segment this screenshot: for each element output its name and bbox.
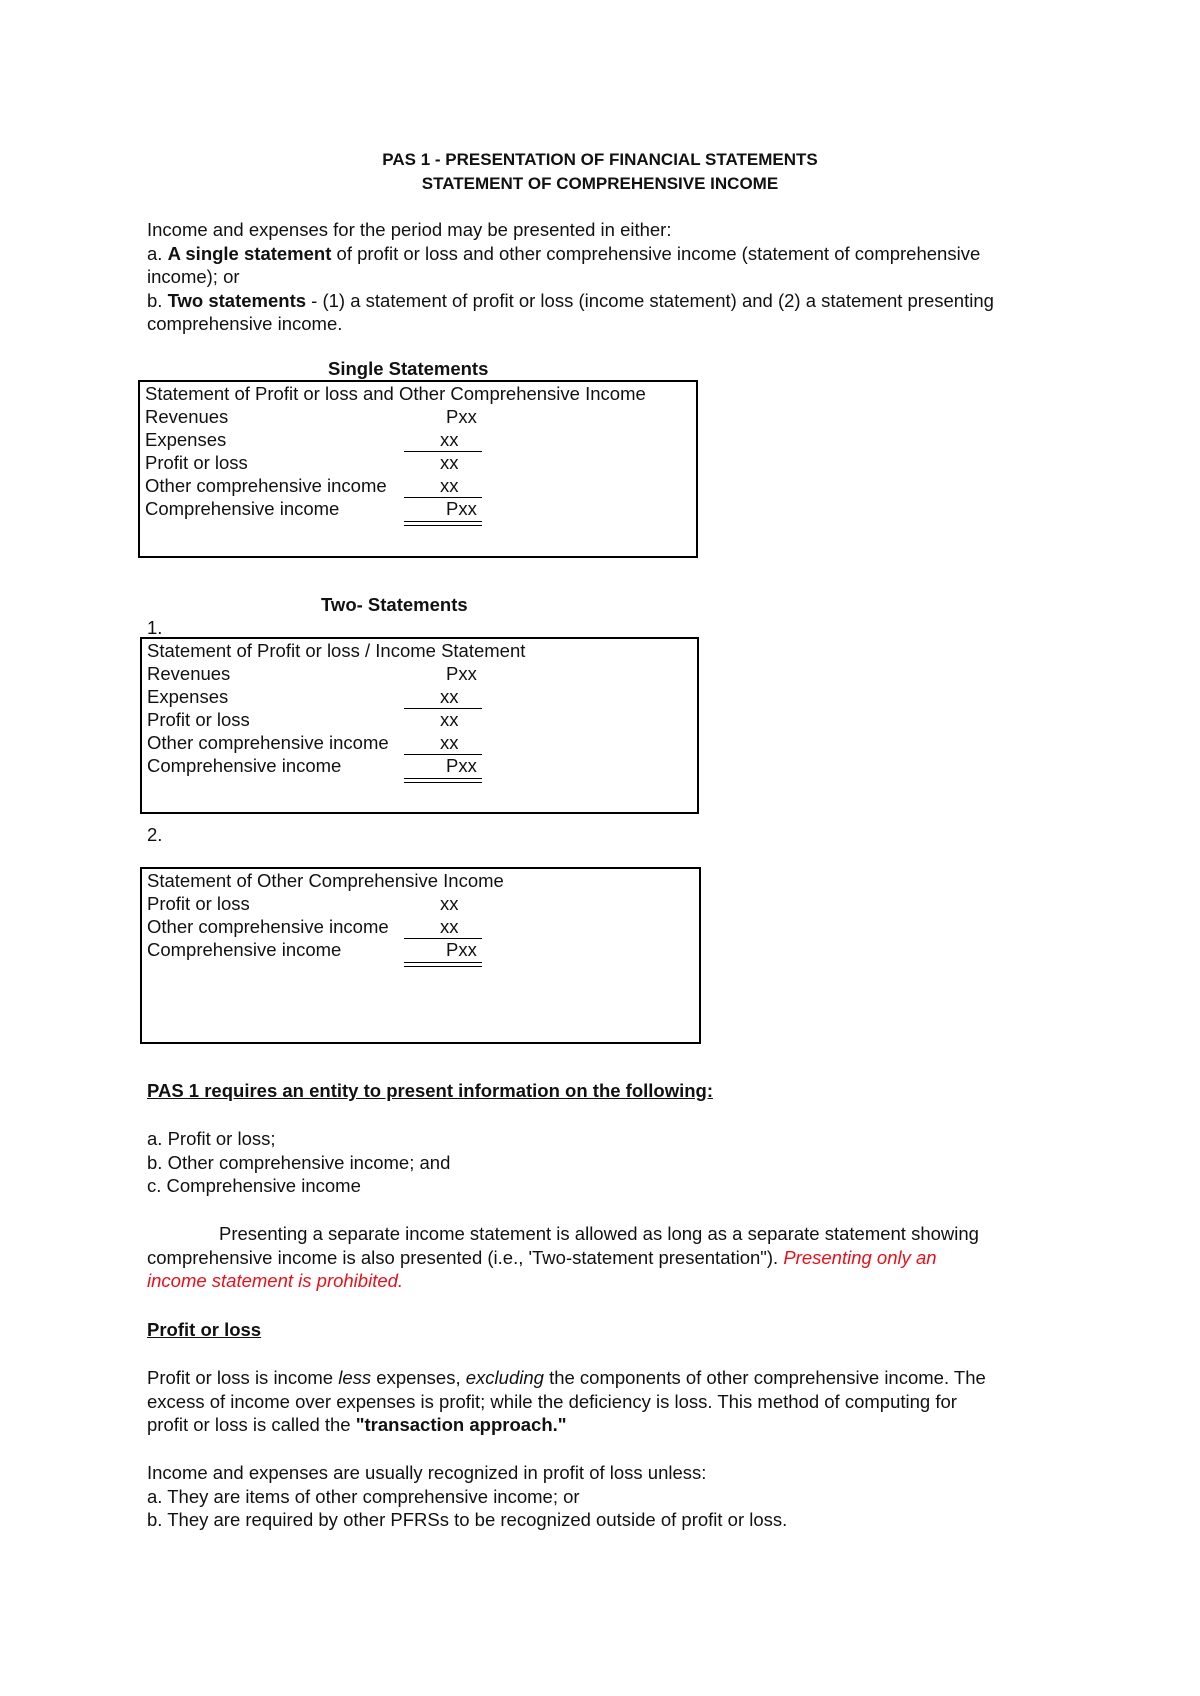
row-amount: Pxx	[446, 663, 477, 684]
statement-number: 1.	[147, 617, 163, 638]
row-amount: xx	[440, 475, 459, 496]
row-label: Profit or loss	[147, 893, 250, 914]
row-label: Other comprehensive income	[145, 475, 387, 496]
document-subtitle: STATEMENT OF COMPREHENSIVE INCOME	[421, 174, 779, 193]
prohibition-text-continued: income statement is prohibited.	[147, 1270, 404, 1291]
definition-line	[147, 1366, 1063, 1390]
intro-option-a	[147, 242, 1063, 266]
paragraph-line	[147, 1246, 1063, 1270]
row-label: Comprehensive income	[147, 755, 342, 776]
double-underline	[404, 962, 482, 967]
row-amount: Pxx	[446, 755, 477, 776]
income-statement-box	[140, 637, 699, 814]
row-amount: xx	[440, 429, 459, 450]
paragraph-text: comprehensive income is also presented (i.e., 'Two-statement presentation").	[147, 1246, 784, 1268]
option-a-prefix: a.	[147, 242, 168, 264]
single-statements-heading: Single Statements	[328, 358, 489, 379]
double-underline	[404, 521, 482, 526]
row-amount: xx	[440, 893, 459, 914]
list-item: a. Profit or loss;	[147, 1128, 276, 1149]
statement-title: Statement of Profit or loss / Income Statement	[147, 640, 526, 661]
double-underline	[404, 778, 482, 783]
profit-or-loss-heading: Profit or loss	[147, 1319, 262, 1340]
prohibition-text: Presenting only an	[783, 1246, 937, 1268]
row-amount: xx	[440, 916, 459, 937]
list-item: c. Comprehensive income	[147, 1175, 361, 1196]
transaction-approach-term: "transaction approach."	[355, 1414, 567, 1435]
option-b-bold: Two statements	[167, 289, 307, 311]
row-amount: xx	[440, 709, 459, 730]
row-amount: xx	[440, 732, 459, 753]
row-label: Profit or loss	[147, 709, 250, 730]
statement-title: Statement of Profit or loss and Other Comprehensive Income	[145, 383, 646, 404]
intro-option-b	[147, 289, 1063, 313]
definition-line: excess of income over expenses is profit; while the deficiency is loss. This method of computing for	[147, 1390, 957, 1412]
row-label: Revenues	[145, 406, 229, 427]
requirements-heading: PAS 1 requires an entity to present information on the following:	[147, 1080, 714, 1101]
definition-text: Profit or loss is income	[147, 1367, 339, 1388]
row-label: Comprehensive income	[145, 498, 340, 519]
row-label: Expenses	[145, 429, 227, 450]
statement-title: Statement of Other Comprehensive Income	[147, 870, 504, 891]
option-a-continued: income); or	[147, 266, 240, 287]
row-label: Other comprehensive income	[147, 916, 389, 937]
profit-or-loss-definition	[147, 1366, 1063, 1437]
intro-line: Income and expenses for the period may be presented in either:	[147, 219, 672, 240]
definition-text: expenses,	[371, 1367, 466, 1388]
row-label: Comprehensive income	[147, 939, 342, 960]
recognition-line: b. They are required by other PFRSs to be recognized outside of profit or loss.	[147, 1509, 788, 1530]
list-item: b. Other comprehensive income; and	[147, 1151, 451, 1173]
definition-text: profit or loss is called the	[147, 1414, 356, 1435]
recognition-paragraph	[147, 1461, 1063, 1532]
row-amount: xx	[440, 686, 459, 707]
recognition-line: Income and expenses are usually recognized in profit of loss unless:	[147, 1462, 707, 1483]
definition-emphasis: less	[338, 1367, 372, 1388]
row-amount: xx	[440, 452, 459, 473]
single-statement-box	[138, 380, 698, 558]
definition-line	[147, 1413, 1063, 1437]
row-amount: Pxx	[446, 939, 477, 960]
option-a-rest: of profit or loss and other comprehensive income (statement of comprehensive	[331, 242, 981, 264]
recognition-line: a. They are items of other comprehensive income; or	[147, 1485, 580, 1507]
two-statements-heading: Two- Statements	[321, 594, 468, 615]
option-b-continued: comprehensive income.	[147, 313, 343, 334]
statement-number: 2.	[147, 824, 163, 845]
intro-paragraph	[147, 218, 1063, 336]
option-a-bold: A single statement	[167, 242, 332, 264]
row-amount: Pxx	[446, 498, 477, 519]
option-b-rest: - (1) a statement of profit or loss (income statement) and (2) a statement presenting	[306, 289, 994, 311]
paragraph-line: Presenting a separate income statement is allowed as long as a separate statement showing	[219, 1223, 979, 1244]
definition-emphasis: excluding	[465, 1367, 544, 1388]
row-label: Expenses	[147, 686, 229, 707]
definition-text: the components of other comprehensive income. The	[543, 1367, 986, 1388]
row-amount: Pxx	[446, 406, 477, 427]
oci-statement-box	[140, 867, 701, 1044]
option-b-prefix: b.	[147, 289, 168, 311]
separate-statement-paragraph	[147, 1222, 1063, 1293]
row-label: Revenues	[147, 663, 231, 684]
row-label: Profit or loss	[145, 452, 248, 473]
requirements-list	[147, 1127, 1063, 1198]
row-label: Other comprehensive income	[147, 732, 389, 753]
document-title: PAS 1 - PRESENTATION OF FINANCIAL STATEMENTS	[382, 150, 818, 169]
